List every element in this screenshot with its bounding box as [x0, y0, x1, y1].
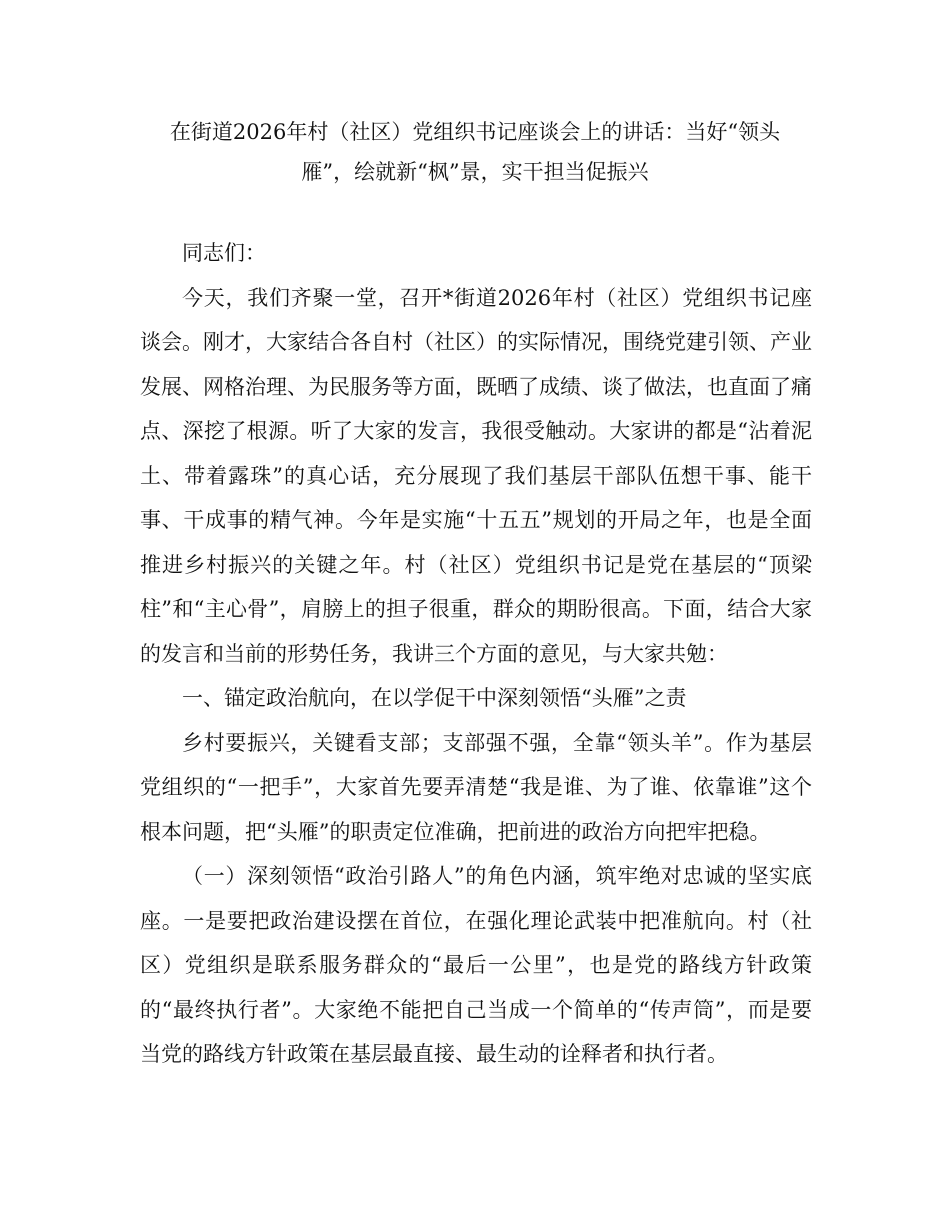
title-line-2: 雁”，绘就新“枫”景，实干担当促振兴: [301, 160, 649, 184]
paragraph-section-1-intro: 乡村要振兴，关键看支部；支部强不强，全靠“领头羊”。作为基层党组织的“一把手”，大家首先要弄清楚“我是谁、为了谁、依靠谁”这个根本问题，把“头雁”的职责定位准确，把前进的政治方向把牢把稳。: [140, 730, 812, 844]
document-body: [140, 231, 812, 1077]
paragraph-intro: 今天，我们齐聚一堂，召开*街道2026年村（社区）党组织书记座谈会。刚才，大家结合各自村（社区）的实际情况，围绕党建引领、产业发展、网格治理、为民服务等方面，既晒了成绩、谈了做法，也直面了痛点、深挖了根源。听了大家的发言，我很受触动。大家讲的都是“沾着泥土、带着露珠”的真心话，充分展现了我们基层干部队伍想干事、能干事、干成事的精气神。今年是实施“十五五”规划的开局之年，也是全面推进乡村振兴的关键之年。村（社区）党组织书记是党在基层的“顶梁柱”和“主心骨”，肩膀上的担子很重，群众的期盼很高。下面，结合大家的发言和当前的形势任务，我讲三个方面的意见，与大家共勉：: [140, 285, 812, 666]
section-heading-1: 一、锚定政治航向，在以学促干中深刻领悟“头雁”之责: [182, 686, 687, 710]
salutation: 同志们：: [182, 241, 266, 265]
document-title: [140, 112, 810, 192]
paragraph-subsection-1: （一）深刻领悟“政治引路人”的角色内涵，筑牢绝对忠诚的坚实底座。一是要把政治建设摆在首位，在强化理论武装中把准航向。村（社区）党组织是联系服务群众的“最后一公里”，也是党的路线方针政策的“最终执行者”。大家绝不能把自己当成一个简单的“传声筒”，而是要当党的路线方针政策在基层最直接、最生动的诠释者和执行者。: [140, 864, 812, 1066]
title-line-1: 在街道2026年村（社区）党组织书记座谈会上的讲话：当好“领头: [169, 120, 781, 144]
